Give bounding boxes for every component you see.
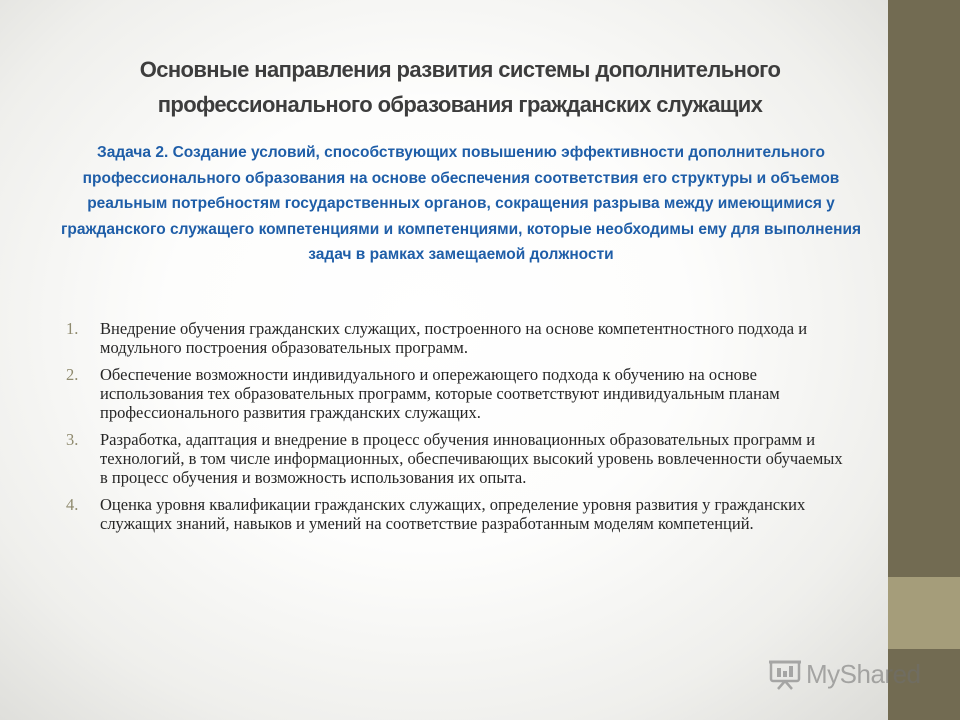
list-item: [66, 430, 846, 487]
list-item: [66, 495, 846, 533]
slide-title: Основные направления развития системы дополнительного профессионального образования гражданских служащих: [139, 57, 781, 117]
list-item: [66, 319, 846, 357]
directions-list: [66, 319, 846, 533]
list-item-text: Внедрение обучения гражданских служащих, построенного на основе компетентностного подхода и модульного построения образовательных программ.: [100, 319, 808, 357]
list-item-number: 3.: [66, 430, 79, 449]
list-item-text: Оценка уровня квалификации гражданских служащих, определение уровня развития у гражданских служащих знаний, навыков и умений на соответствие разработанным моделям компетенций.: [100, 495, 806, 533]
list-item-text: Обеспечение возможности индивидуального и опережающего подхода к обучению на основе использования тех образовательных программ, которые соответствуют индивидуальным планам профессионального развития гражданских служащих.: [100, 365, 780, 422]
list-item-number: 2.: [66, 365, 79, 384]
list-item-text: Разработка, адаптация и внедрение в процесс обучения инновационных образовательных программ и технологий, в том числе информационных, обеспечивающих высокий уровень вовлеченности обучаемых в процесс обучения и возможность использования их опыта.: [100, 430, 843, 487]
list-item: [66, 365, 846, 422]
watermark-text: MyShared: [806, 658, 921, 689]
list-item-number: 4.: [66, 495, 79, 514]
list-item-number: 1.: [66, 319, 79, 338]
myshared-watermark: [768, 657, 921, 691]
task-statement: Задача 2. Создание условий, способствующих повышению эффективности дополнительного профессионального образования на основе обеспечения соответствия его структуры и объемов реальным потребностям государственных органов, сокращения разрыва между имеющимися у гражданского служащего компетенциями и компетенциями, которые необходимы ему для выполнения задач в рамках замещаемой должности: [60, 144, 862, 263]
presentation-board-icon: [768, 657, 802, 691]
sidebar-accent-block: [888, 577, 960, 649]
